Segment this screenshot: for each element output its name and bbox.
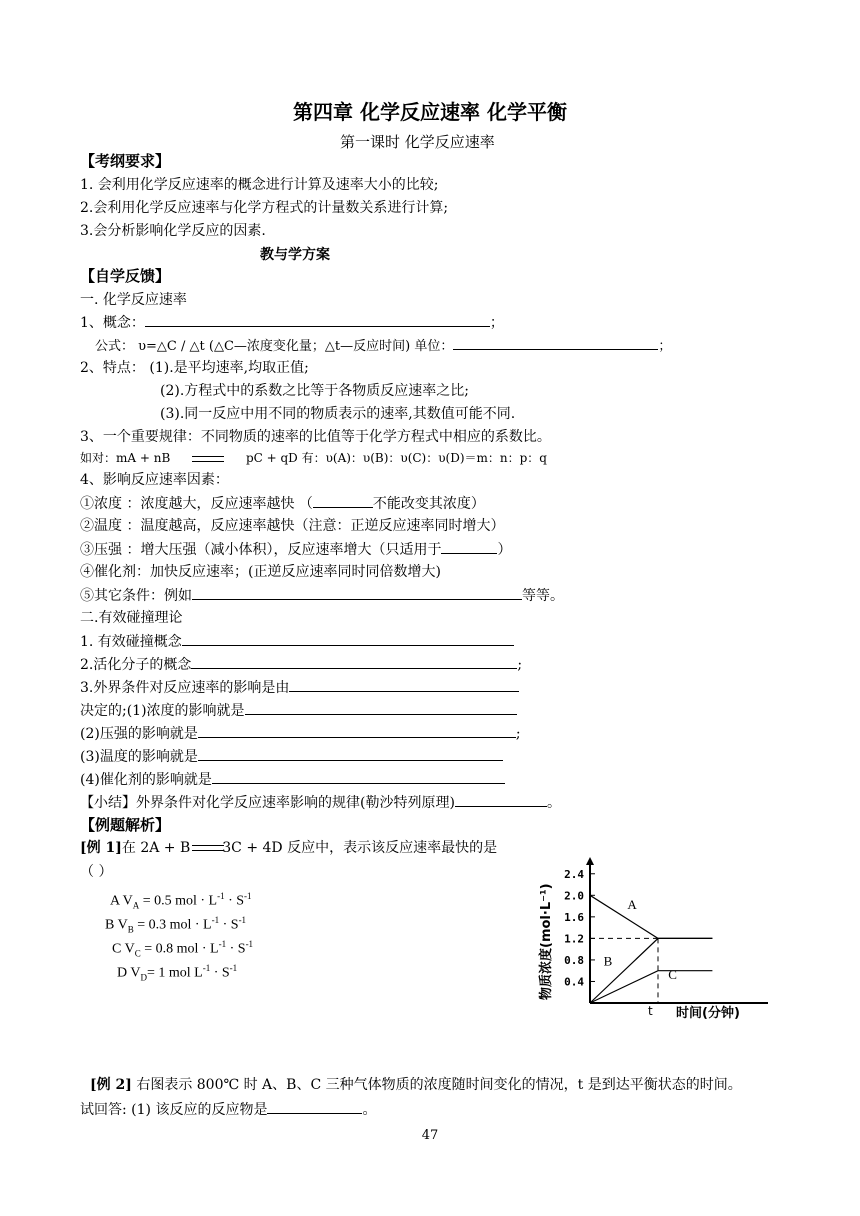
option-d-value: = 1 mol L xyxy=(146,965,203,981)
factors-heading: 4、影响反应速率因素： xyxy=(80,472,229,488)
y-tick-label: 2.0 xyxy=(564,889,584,903)
y-tick-label: 1.2 xyxy=(564,932,584,946)
concept-blank[interactable] xyxy=(145,312,490,327)
example-2-tag: [例 2] xyxy=(90,1077,132,1093)
example-1-text-b: 3C + 4D 反应中，表示该反应速率最快的是 xyxy=(222,840,498,856)
option-c-value: = 0.8 mol · L xyxy=(140,941,219,957)
factor-other xyxy=(80,585,564,606)
concentration-blank[interactable] xyxy=(313,493,373,508)
collision-4-text: (2)压强的影响就是 xyxy=(80,726,198,742)
option-a-sub: A xyxy=(132,900,140,911)
option-b-unit: · S xyxy=(219,917,239,933)
equilibrium-arrow-icon xyxy=(192,453,224,465)
factor-pressure-text: ③压强 ：增大压强（减小体积），反应速率增大（只适用于 xyxy=(80,542,442,558)
option-a-value: = 0.5 mol · L xyxy=(139,893,218,909)
concept-end: ； xyxy=(489,315,504,331)
option-c-sup2: -1 xyxy=(245,939,254,949)
option-a-sup2: -1 xyxy=(244,891,252,901)
rule-example-left: 如对：mA + nB xyxy=(80,451,171,465)
summary-line xyxy=(80,792,561,813)
rule-example xyxy=(80,448,547,468)
unit-blank[interactable] xyxy=(453,335,658,350)
part-1-heading: 一. 化学反应速率 xyxy=(80,292,187,308)
catalyst-effect-blank[interactable] xyxy=(212,769,505,784)
formula-text: 公式： υ=△C / △t (△C—浓度变化量；△t—反应时间) 单位： xyxy=(95,339,454,354)
collision-1-blank[interactable] xyxy=(182,631,514,646)
option-d-sup1: -1 xyxy=(202,963,211,973)
example-2-question xyxy=(90,1075,742,1095)
concept-line xyxy=(80,312,504,333)
option-a-unit: · S xyxy=(224,893,245,909)
reactant-blank[interactable] xyxy=(267,1099,362,1114)
collision-3b xyxy=(80,700,517,721)
section-zixue: 【自学反馈】 xyxy=(80,267,171,285)
example-2-q-text: 试回答: (1) 该反应的反应物是 xyxy=(80,1102,268,1118)
example-2-end: 。 xyxy=(362,1102,377,1118)
section-liti: 【例题解析】 xyxy=(80,816,171,834)
pressure-blank[interactable] xyxy=(441,539,497,554)
lesson-subtitle: 第一课时 化学反应速率 xyxy=(340,133,495,151)
collision-4 xyxy=(80,723,521,744)
example-2-subquestion xyxy=(80,1099,376,1120)
collision-2-end: ; xyxy=(517,657,523,673)
option-b-label: B V xyxy=(105,917,128,933)
option-c-sup1: -1 xyxy=(218,939,227,949)
factor-pressure-end: ） xyxy=(497,542,512,558)
formula-line xyxy=(95,335,671,357)
rule-example-right: pC + qD 有：υ(A)：υ(B)：υ(C)：υ(D)＝m：n：p：q xyxy=(245,451,547,465)
y-tick-label: 2.4 xyxy=(564,867,584,881)
option-b-sup2: -1 xyxy=(238,915,247,925)
series-label-B: B xyxy=(603,953,613,969)
part-2-heading: 二.有效碰撞理论 xyxy=(80,610,183,626)
collision-3-text: 3.外界条件对反应速率的影响是由 xyxy=(80,680,290,696)
collision-3 xyxy=(80,677,519,698)
y-tick-label: 0.4 xyxy=(564,975,584,989)
y-tick-label: 1.6 xyxy=(564,910,584,924)
summary-text: 【小结】外界条件对化学反应速率影响的规律(勒沙特列原理) xyxy=(80,795,455,811)
y-axis-arrow-icon xyxy=(586,857,594,865)
factor-other-end: 等等。 xyxy=(522,588,564,604)
series-label-A: A xyxy=(627,896,637,912)
section-kaogang: 【考纲要求】 xyxy=(80,152,171,170)
kaogang-item-1: 1. 会利用化学反应速率的概念进行计算及速率大小的比较; xyxy=(80,177,439,193)
concentration-time-chart xyxy=(528,855,778,1020)
other-blank[interactable] xyxy=(192,585,522,600)
kaogang-item-2: 2.会利用化学反应速率与化学方程式的计量数关系进行计算; xyxy=(80,200,449,216)
collision-2-blank[interactable] xyxy=(191,654,517,669)
option-d-label: D V xyxy=(117,965,141,981)
concentration-effect-blank[interactable] xyxy=(245,700,517,715)
collision-1 xyxy=(80,631,514,652)
summary-blank[interactable] xyxy=(455,792,547,807)
option-d-unit: · S xyxy=(210,965,230,981)
series-line-A xyxy=(590,895,712,938)
feature-2: (2).方程式中的系数之比等于各物质反应速率之比; xyxy=(160,383,469,399)
option-d-sub: D xyxy=(140,972,147,983)
series-line-C xyxy=(590,971,712,1003)
chart-xlabel: 时间(分钟) xyxy=(676,1006,740,1020)
collision-2-text: 2.活化分子的概念 xyxy=(80,657,192,673)
feature-3: (3).同一反应中用不同的物质表示的速率,其数值可能不同. xyxy=(160,406,516,422)
y-tick-label: 0.8 xyxy=(564,953,584,967)
collision-3b-text: 决定的;(1)浓度的影响就是 xyxy=(80,703,245,719)
formula-end: ； xyxy=(658,339,672,354)
option-d[interactable] xyxy=(117,958,237,987)
pressure-effect-blank[interactable] xyxy=(198,723,516,738)
chapter-title: 第四章 化学反应速率 化学平衡 xyxy=(293,100,567,124)
option-b-value: = 0.3 mol · L xyxy=(133,917,212,933)
page-number: 47 xyxy=(421,1128,439,1143)
example-2-text: 右图表示 800℃ 时 A、B、C 三种气体物质的浓度随时间变化的情况，t 是到达平衡状态的时间。 xyxy=(131,1077,742,1093)
collision-3-blank[interactable] xyxy=(289,677,519,692)
jiaoxue-heading: 教与学方案 xyxy=(260,247,330,263)
chart-series xyxy=(590,895,712,1003)
collision-4-end: ; xyxy=(515,726,521,742)
temperature-effect-blank[interactable] xyxy=(198,746,503,761)
example-1-question xyxy=(80,838,497,858)
collision-6-text: (4)催化剂的影响就是 xyxy=(80,772,212,788)
chart-xtick-t: t xyxy=(648,1004,653,1018)
collision-5 xyxy=(80,746,503,767)
option-a-label: A V xyxy=(110,893,133,909)
chart-ylabel: 物质浓度(mol·L⁻¹) xyxy=(539,883,554,1000)
option-c-unit: · S xyxy=(226,941,246,957)
factor-concentration xyxy=(80,493,485,514)
factor-other-text: ⑤其它条件：例如 xyxy=(80,588,192,604)
collision-6 xyxy=(80,769,505,790)
factor-temperature: ②温度 ：温度越高，反应速率越快（注意：正逆反应速率同时增大） xyxy=(80,518,505,534)
factor-pressure xyxy=(80,539,511,560)
option-d-sup2: -1 xyxy=(229,963,238,973)
option-b-sub: B xyxy=(127,924,134,935)
collision-1-text: 1. 有效碰撞概念 xyxy=(80,634,182,650)
series-label-C: C xyxy=(668,966,677,982)
equilibrium-arrow-icon xyxy=(192,842,220,854)
option-a-sup1: -1 xyxy=(217,891,225,901)
example-1-text-a: 在 2A + B xyxy=(121,840,191,856)
option-b-sup1: -1 xyxy=(211,915,220,925)
factor-catalyst: ④催化剂：加快反应速率；(正逆反应速率同时同倍数增大) xyxy=(80,564,441,580)
factor-concentration-end: 不能改变其浓度） xyxy=(372,496,485,512)
example-1-answer-paren: （ ） xyxy=(80,864,113,880)
summary-end: 。 xyxy=(546,795,561,811)
kaogang-item-3: 3.会分析影响化学反应的因素. xyxy=(80,223,266,239)
feature-1: 2、特点： (1).是平均速率,均取正值; xyxy=(80,360,309,376)
collision-2 xyxy=(80,654,522,675)
rule-line: 3、一个重要规律：不同物质的速率的比值等于化学方程式中相应的系数比。 xyxy=(80,429,551,445)
concept-label: 1、概念： xyxy=(80,315,145,331)
option-c-label: C V xyxy=(112,941,135,957)
option-c-sub: C xyxy=(134,948,141,959)
factor-concentration-text: ①浓度 ：浓度越大，反应速率越快 （ xyxy=(80,496,313,512)
example-1-tag: [例 1] xyxy=(80,840,122,856)
collision-5-text: (3)温度的影响就是 xyxy=(80,749,198,765)
